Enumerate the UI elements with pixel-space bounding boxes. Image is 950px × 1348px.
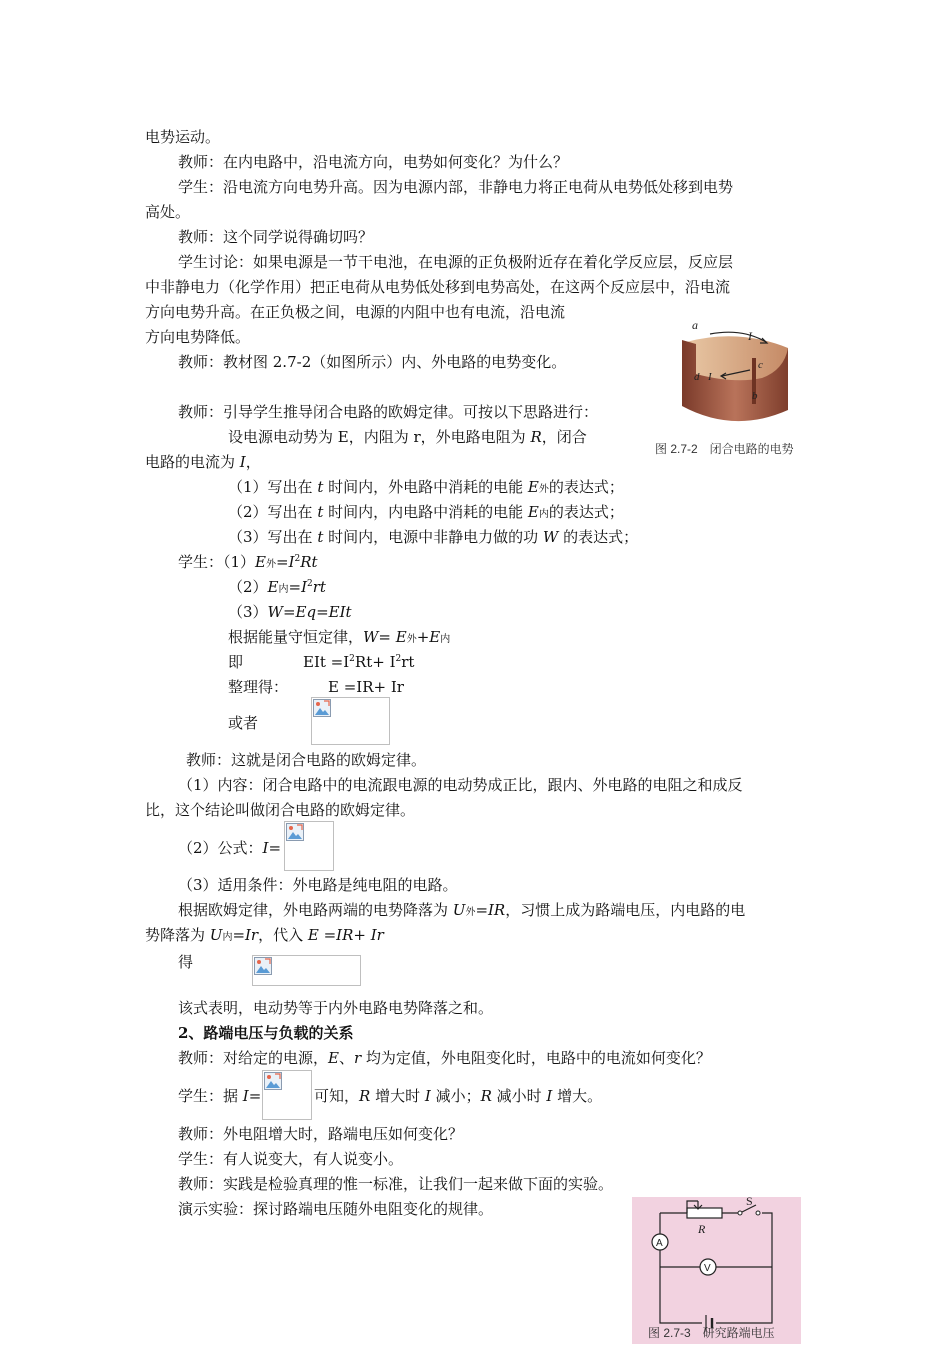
text-line: 比，这个结论叫做闭合电路的欧姆定律。 xyxy=(145,801,416,819)
text-span: I xyxy=(239,453,246,471)
text-line: 即 xyxy=(228,653,244,671)
text-line: 方向电势升高。在正负极之间，电源的内阻中也有电流，沿电流 xyxy=(145,303,566,321)
text-span: r xyxy=(353,1049,362,1067)
figure-closed-circuit-potential xyxy=(652,318,822,460)
text-line xyxy=(314,1086,602,1106)
text-span: Rt xyxy=(300,553,318,571)
text-line: 教师：教材图 2.7-2（如图所示）内、外电路的电势变化。 xyxy=(178,353,567,371)
text-span: ，闭合 xyxy=(541,428,587,446)
text-span: 根据欧姆定律，外电路两端的电势降落为 xyxy=(178,901,453,919)
text-span: ， xyxy=(245,453,261,471)
text-span: （2）写出在 xyxy=(228,503,318,521)
text-span: t xyxy=(317,478,324,496)
text-line: 该式表明，电动势等于内外电路电势降落之和。 xyxy=(178,999,494,1017)
label-I-inner: I xyxy=(708,371,712,383)
question-2 xyxy=(228,502,624,525)
text-span: 的表达式； xyxy=(548,478,624,496)
text-span: 根据能量守恒定律， xyxy=(228,628,364,646)
text-span: 时间内，电源中非静电力做的功 xyxy=(323,528,543,546)
broken-image-placeholder xyxy=(262,1070,312,1120)
subscript: 内 xyxy=(222,932,233,943)
section-heading: 2、路端电压与负载的关系 xyxy=(178,1024,354,1042)
text-span: 教师：对给定的电源， xyxy=(178,1049,329,1067)
subscript: 内 xyxy=(440,634,451,645)
text-line xyxy=(178,1086,261,1106)
text-span: 的表达式； xyxy=(558,528,639,546)
subscript: 外 xyxy=(406,634,417,645)
text-span: W xyxy=(542,528,559,546)
ammeter-label: A xyxy=(656,1238,663,1249)
text-span: 减小； xyxy=(430,1087,481,1105)
rheostat xyxy=(687,1208,722,1218)
text-span: =IR xyxy=(475,901,506,919)
voltmeter-label: V xyxy=(704,1263,711,1274)
text-line xyxy=(178,900,745,923)
superscript: 2 xyxy=(307,579,313,589)
text-line xyxy=(178,1048,711,1068)
wire xyxy=(660,1213,702,1323)
text-span: =I xyxy=(276,553,295,571)
subscript: 外 xyxy=(538,484,549,495)
broken-image-icon xyxy=(313,699,331,717)
text-line: 或者 xyxy=(228,714,259,732)
text-line: 得 xyxy=(178,953,194,971)
text-span: ，习惯上成为路端电压，内电路的电 xyxy=(505,901,746,919)
text-span: =Ir xyxy=(232,926,259,944)
text-span: 时间内，外电路中消耗的电能 xyxy=(323,478,528,496)
superscript: 2 xyxy=(294,554,301,564)
text-span: ，代入 xyxy=(258,926,308,944)
text-span: 势降落为 xyxy=(145,926,210,944)
text-line: 教师：这个同学说得确切吗？ xyxy=(178,228,374,246)
text-line: 整理得： xyxy=(228,678,289,696)
text-span: R xyxy=(359,1087,371,1105)
label-a: a xyxy=(692,318,698,332)
text-line xyxy=(228,427,587,447)
rheostat-label: R xyxy=(698,1222,706,1236)
text-span: =I xyxy=(288,578,307,596)
text-span: 电路的电流为 xyxy=(145,453,240,471)
text-span: E xyxy=(328,1049,339,1067)
broken-image-placeholder xyxy=(311,697,390,745)
text-span: 学生：据 xyxy=(178,1087,243,1105)
figure-caption: 图 2.7-2 闭合电路的电势 xyxy=(655,442,794,456)
figure-terminal-voltage-circuit xyxy=(632,1197,801,1344)
answer-3 xyxy=(228,602,352,622)
text-line: 教师：引导学生推导闭合电路的欧姆定律。可按以下思路进行： xyxy=(178,403,599,421)
label-b: b xyxy=(752,390,758,402)
text-span: 增大时 xyxy=(370,1087,425,1105)
equation: E =IR+ Ir xyxy=(328,678,404,696)
text-line: 高处。 xyxy=(145,203,191,221)
text-span: rt xyxy=(401,653,415,671)
equation xyxy=(303,652,414,672)
cylinder-diagram xyxy=(652,318,822,460)
circuit-diagram xyxy=(632,1197,801,1344)
text-line: 方向电势降低。 xyxy=(145,328,251,346)
text-line xyxy=(145,925,384,948)
text-span: 、 xyxy=(338,1049,354,1067)
text-span: （2） xyxy=(228,578,268,596)
wire xyxy=(716,1213,772,1323)
text-span: 均为定值，外电阻变化时，电路中的电流如何变化？ xyxy=(361,1049,711,1067)
text-line: 教师：这就是闭合电路的欧姆定律。 xyxy=(186,751,427,769)
switch-contact xyxy=(738,1211,742,1215)
answer-1 xyxy=(178,552,318,575)
broken-image-icon xyxy=(286,823,304,841)
question-3 xyxy=(228,527,638,547)
text-span: 时间内，内电路中消耗的电能 xyxy=(323,503,528,521)
text-span: （3）写出在 xyxy=(228,528,318,546)
text-span: I= xyxy=(242,1087,262,1105)
text-span: E xyxy=(255,553,266,571)
text-line: 学生：有人说变大，有人说变小。 xyxy=(178,1150,404,1168)
text-span: W=Eq=EIt xyxy=(267,603,352,621)
superscript: 2 xyxy=(349,654,355,664)
subscript: 外 xyxy=(266,559,276,570)
text-span: W= E xyxy=(363,628,407,646)
text-span: +E xyxy=(416,628,441,646)
text-span: I xyxy=(546,1087,553,1105)
text-line: 教师：外电阻增大时，路端电压如何变化？ xyxy=(178,1125,464,1143)
subscript: 内 xyxy=(278,584,289,595)
text-span: E xyxy=(527,503,539,521)
text-line xyxy=(145,452,261,472)
label-I: I xyxy=(748,329,752,343)
text-span: I= xyxy=(262,839,282,857)
subscript: 内 xyxy=(538,509,549,520)
text-span: EIt =I xyxy=(303,653,350,671)
text-span: 减小时 xyxy=(491,1087,547,1105)
text-span: 可知， xyxy=(314,1087,360,1105)
text-span: （3） xyxy=(228,603,268,621)
text-span: U xyxy=(209,926,223,944)
broken-image-icon xyxy=(254,957,272,975)
switch-label: S xyxy=(746,1197,753,1208)
text-span: Rt+ I xyxy=(354,653,396,671)
figure-caption: 图 2.7-3 研究路端电压 xyxy=(648,1326,775,1340)
text-line: 教师：实践是检验真理的惟一标准，让我们一起来做下面的实验。 xyxy=(178,1175,614,1193)
text-span: I xyxy=(424,1087,431,1105)
text-line: 电势运动。 xyxy=(145,128,221,146)
text-span: 学生：（1） xyxy=(178,553,256,571)
question-1 xyxy=(228,477,624,500)
text-span: （2）公式： xyxy=(178,839,263,857)
formula-line xyxy=(178,838,281,858)
text-span: 设电源电动势为 E，内阻为 r，外电路电阻为 xyxy=(228,428,531,446)
superscript: 2 xyxy=(395,654,402,664)
text-span: E xyxy=(267,578,279,596)
energy-line xyxy=(228,627,450,650)
label-d: d xyxy=(694,371,700,383)
text-span: U xyxy=(452,901,466,919)
text-span: t xyxy=(317,503,324,521)
broken-image-placeholder xyxy=(284,821,334,871)
switch-contact xyxy=(756,1211,760,1215)
text-span: （1）写出在 xyxy=(228,478,318,496)
broken-image-icon xyxy=(264,1072,282,1090)
text-line: 中非静电力（化学作用）把正电荷从电势低处移到电势高处，在这两个反应层中，沿电流 xyxy=(145,278,731,296)
text-span: R xyxy=(480,1087,492,1105)
text-line: （3）适用条件：外电路是纯电阻的电路。 xyxy=(178,876,458,894)
answer-2 xyxy=(228,577,326,600)
text-span: 的表达式； xyxy=(548,503,624,521)
text-span: E =IR+ Ir xyxy=(307,926,384,944)
text-span: E xyxy=(527,478,539,496)
label-c: c xyxy=(758,359,763,371)
text-line: （1）内容：闭合电路中的电流跟电源的电动势成正比，跟内、外电路的电阻之和成反 xyxy=(178,776,743,794)
text-line: 演示实验：探讨路端电压随外电阻变化的规律。 xyxy=(178,1200,494,1218)
text-span: R xyxy=(530,428,542,446)
text-span: 增大。 xyxy=(552,1087,603,1105)
text-span: rt xyxy=(312,578,326,596)
subscript: 外 xyxy=(465,907,476,918)
text-line: 教师：在内电路中，沿电流方向，电势如何变化？为什么？ xyxy=(178,153,569,171)
text-line: 学生讨论：如果电源是一节干电池，在电源的正负极附近存在着化学反应层，反应层 xyxy=(178,253,734,271)
broken-image-placeholder xyxy=(252,955,361,986)
text-span: t xyxy=(317,528,324,546)
text-line: 学生：沿电流方向电势升高。因为电源内部，非静电力将正电荷从电势低处移到电势 xyxy=(178,178,734,196)
